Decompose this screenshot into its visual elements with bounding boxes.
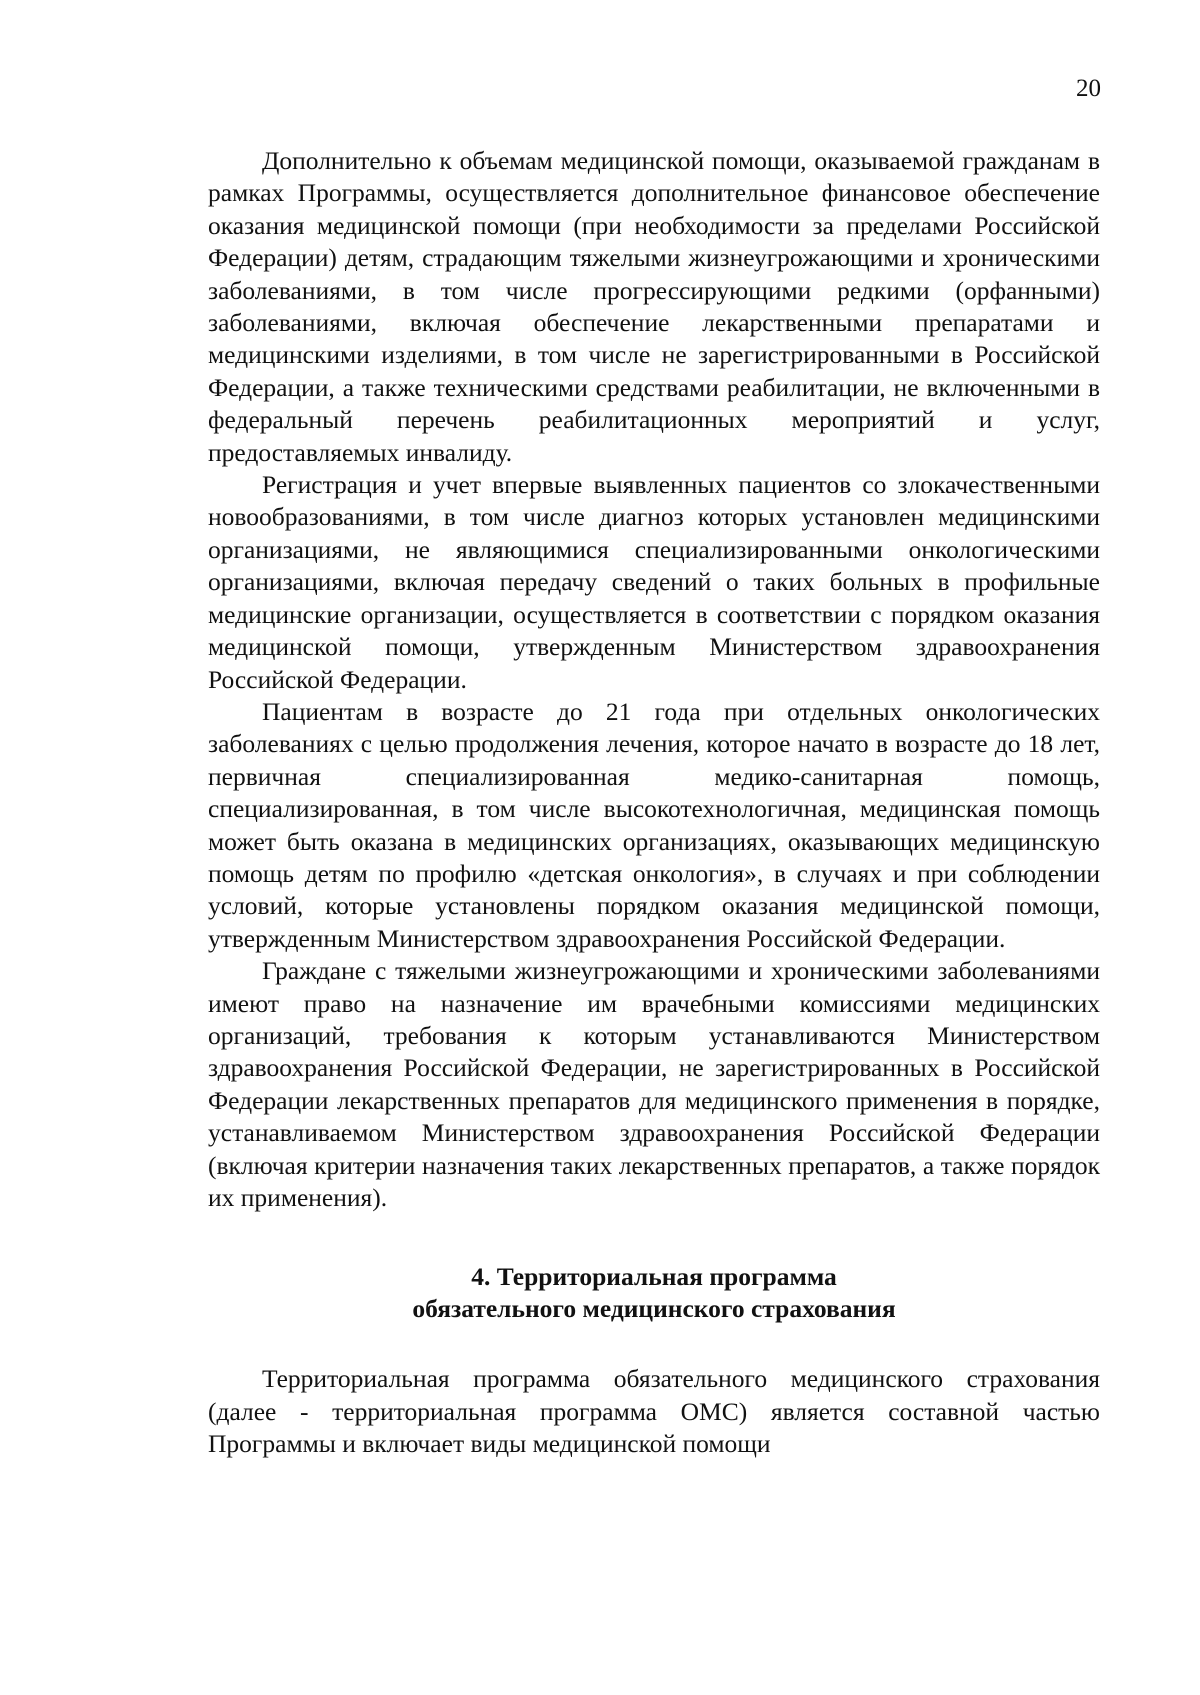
page-number: 20 <box>1076 75 1101 102</box>
document-body <box>208 145 1100 1461</box>
section-heading-line-1: 4. Территориальная программа <box>471 1262 837 1292</box>
section-heading-line-2: обязательного медицинского страхования <box>412 1294 896 1324</box>
paragraph-oncology-registration: Регистрация и учет впервые выявленных пациентов со злокачественными новообразованиями, в том числе диагноз которых установлен медицинскими организациями, не являющимися специализированными онкологическими организациями, включая передачу сведений о таких больных в профильные медицинские организации, осуществляется в соответствии с порядком оказания медицинской помощи, утвержденным Министерством здравоохранения Российской Федерации. <box>208 470 1100 694</box>
section-heading <box>208 1261 1100 1325</box>
paragraph-patients-under-21: Пациентам в возрасте до 21 года при отдельных онкологических заболеваниях с целью продолжения лечения, которое начато в возрасте до 18 лет, первичная специализированная медико-санитарная помощь, специализированная, в том числе высокотехнологичная, медицинская помощь может быть оказана в медицинских организациях, оказывающих медицинскую помощь детям по профилю «детская онкология», в случаях и при соблюдении условий, которые установлены порядком оказания медицинской помощи, утвержденным Министерством здравоохранения Российской Федерации. <box>208 696 1100 953</box>
paragraph-territorial-program: Территориальная программа обязательного медицинского страхования (далее - территориальная программа ОМС) является составной частью Программы и включает виды медицинской помощи <box>208 1364 1100 1459</box>
paragraph-unregistered-drugs: Граждане с тяжелыми жизнеугрожающими и хроническими заболеваниями имеют право на назначение им врачебными комиссиями медицинских организаций, требования к которым устанавливаются Министерством здравоохранения Российской Федерации, не зарегистрированных в Российской Федерации лекарственных препаратов для медицинского применения в порядке, устанавливаемом Министерством здравоохранения Российской Федерации (включая критерии назначения таких лекарственных препаратов, а также порядок их применения). <box>208 956 1100 1212</box>
paragraph-additional-financing: Дополнительно к объемам медицинской помощи, оказываемой гражданам в рамках Программы, осуществляется дополнительное финансовое обеспечение оказания медицинской помощи (при необходимости за пределами Российской Федерации) детям, страдающим тяжелыми жизнеугрожающими и хроническими заболеваниями, в том числе прогрессирующими редкими (орфанными) заболеваниями, включая обеспечение лекарственными препаратами и медицинскими изделиями, в том числе не зарегистрированными в Российской Федерации, а также техническими средствами реабилитации, не включенными в федеральный перечень реабилитационных мероприятий и услуг, предоставляемых инвалиду. <box>208 146 1100 467</box>
